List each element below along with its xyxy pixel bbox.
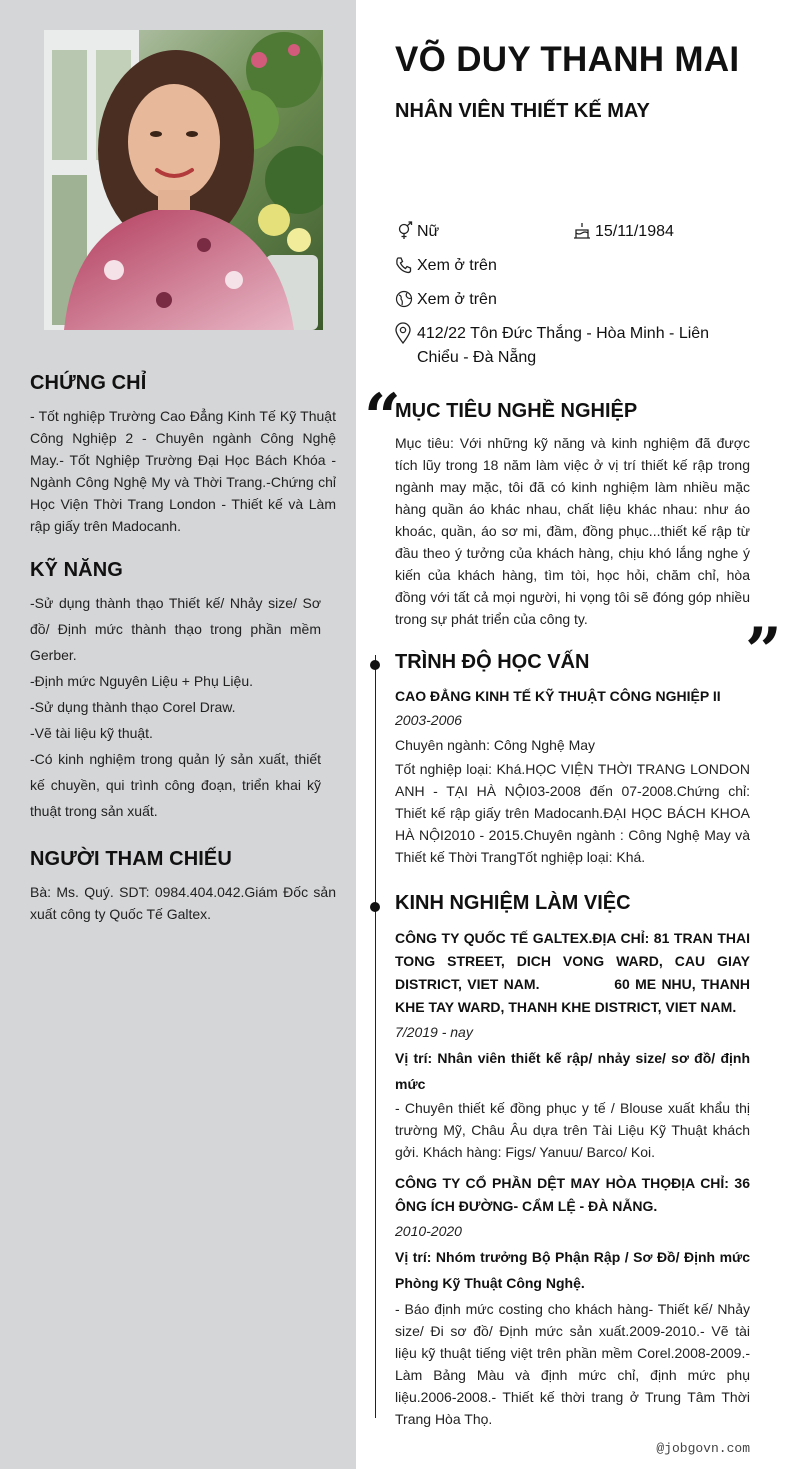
job-period: 2010-2020 (395, 1223, 462, 1239)
birthday-value: 15/11/1984 (595, 223, 674, 240)
skill-item: -Định mức Nguyên Liệu + Phụ Liệu. (30, 673, 253, 689)
job-description: - Báo định mức costing cho khách hàng- Thiết kế/ Nhảy size/ Đi sơ đồ/ Định mức sản xuất.2009-2010.- Vẽ tài liệu kỹ thuật tiếng việt trên phần mềm Corel.2008-2009.- Làm Bảng Màu và định mức chỉ, định mức phụ liệu.2006-2008.- Thiết kế thời trang ở Trung Tâm Thời Trang Hòa Thọ. (395, 1301, 750, 1427)
certificates-text: - Tốt nghiệp Trường Cao Đẳng Kinh Tế Kỹ Thuật Công Nghiệp 2 - Chuyên ngành Công Nghệ May.- Tốt Nghiệp Trường Đại Học Bách Khóa - Ngành Công Nghệ My và Thời Trang.-Chứng chỉ Học Viện Thời Trang London - Thiết kế và Làm rập giấy trên Madocanh. (30, 408, 336, 534)
quote-close-icon: ” (745, 614, 782, 689)
globe-icon (395, 288, 417, 310)
school-name: CAO ĐẲNG KINH TẾ KỸ THUẬT CÔNG NGHIỆP II (395, 688, 721, 704)
certificates-title: CHỨNG CHỈ (30, 372, 147, 394)
skills-title: KỸ NĂNG (30, 559, 123, 581)
location-pin-icon (395, 322, 417, 344)
gender-icon (395, 220, 417, 242)
job-company: CÔNG TY CỔ PHẦN DỆT MAY HÒA THỌĐỊA CHỈ: 36 ÔNG ÍCH ĐƯỜNG- CẨM LỆ - ĐÀ NẴNG. (395, 1175, 750, 1214)
profile-photo (44, 30, 323, 330)
references-title: NGƯỜI THAM CHIẾU (30, 848, 232, 870)
job-position: Vị trí: Nhân viên thiết kế rập/ nhảy size/ sơ đồ/ định mức (395, 1050, 750, 1092)
birthday-cake-icon (573, 220, 595, 242)
website-value[interactable]: Xem ở trên (417, 291, 497, 308)
experience-title: KINH NGHIỆM LÀM VIỆC (395, 892, 631, 914)
objective-title: MỤC TIÊU NGHỀ NGHIỆP (395, 400, 638, 422)
quote-open-icon: “ (364, 380, 401, 455)
job-title: NHÂN VIÊN THIẾT KẾ MAY (395, 100, 650, 122)
gender-row (395, 220, 439, 244)
education-section (395, 651, 750, 868)
skill-item: -Vẽ tài liệu kỹ thuật. (30, 725, 153, 741)
timeline-dot (370, 660, 380, 670)
phone-icon (395, 254, 417, 276)
job-entry (395, 1172, 750, 1430)
website-row (395, 288, 497, 312)
candidate-name: VÕ DUY THANH MAI (395, 40, 740, 79)
skill-item: -Sử dụng thành thạo Thiết kế/ Nhảy size/ Sơ đồ/ Định mức thành thạo trong phần mềm Gerber. (30, 595, 321, 663)
address-value: 412/22 Tôn Đức Thắng - Hòa Minh - Liên Chiểu - Đà Nẵng (417, 325, 710, 366)
education-period: 2003-2006 (395, 712, 462, 728)
job-description: - Chuyên thiết kế đồng phục y tế / Blouse xuất khẩu thị trường Mỹ, Châu Âu dựa trên Tài Liệu Kỹ Thuật khách gởi. Khách hàng: Figs/ Yanuu/ Barco/ Koi. (395, 1100, 750, 1160)
timeline-dot (370, 902, 380, 912)
certificates-section (30, 372, 336, 537)
address-row (395, 322, 755, 370)
skill-item: -Sử dụng thành thạo Corel Draw. (30, 699, 236, 715)
phone-row (395, 254, 497, 278)
birthday-row (573, 220, 674, 244)
gender-value: Nữ (417, 223, 440, 240)
job-position: Vị trí: Nhóm trưởng Bộ Phận Rập / Sơ Đồ/ Định mức Phòng Kỹ Thuật Công Nghệ. (395, 1249, 750, 1291)
experience-section (395, 892, 754, 1430)
education-major: Chuyên ngành: Công Nghệ May (395, 737, 596, 753)
job-period: 7/2019 - nay (395, 1024, 473, 1040)
education-detail: Tốt nghiệp loại: Khá.HỌC VIỆN THỜI TRANG LONDON ANH - TẠI HÀ NỘI03-2008 đến 07-2008.Chứng chỉ: Thiết kế rập giấy trên Madocanh.ĐẠI HỌC BÁCH KHOA HÀ NỘI2010 - 2015.Chuyên ngành : Công Nghệ May và Thiết kế Thời TrangTốt nghiệp loại: Khá. (395, 761, 750, 865)
education-title: TRÌNH ĐỘ HỌC VẤN (395, 651, 590, 673)
references-section (30, 848, 336, 925)
references-text: Bà: Ms. Quý. SDT: 0984.404.042.Giám Đốc sản xuất công ty Quốc Tế Galtex. (30, 884, 336, 922)
objective-text: Mục tiêu: Với những kỹ năng và kinh nghiệm đã được tích lũy trong 18 năm làm việc ở vị trí thiết kế rập trong ngành may mặc, tôi đã có kinh nghiệm làm nhiều mặc hàng quần áo khác nhau, chất liệu khác nhau: như áo khoác, quần, áo sơ mi, đầm, đồng phục...thiết kế rập từ đầu theo ý tưởng của khách hàng, chịu khó lắng nghe ý kiến của khách hàng, tìm tòi, học hỏi, chăm chỉ, hòa đồng với tất cả mọi người, hi vọng tôi sẽ đóng góp nhiều trong sự phát triển của công ty. (395, 435, 750, 627)
footer-brand[interactable]: @jobgovn.com (656, 1441, 750, 1456)
skills-section (30, 559, 321, 824)
job-company: CÔNG TY QUỐC TẾ GALTEX.ĐỊA CHỈ: 81 TRAN THAI TONG STREET, DICH VONG WARD, CAU GIAY DISTRICT, VIET NAM. 60 ME NHU, THANH KHE TAY WARD, THANH KHE DISTRICT, VIET NAM. (395, 930, 754, 1015)
skill-item: -Có kinh nghiệm trong quản lý sản xuất, thiết kế chuyền, qui trình công đoạn, triển khai kỹ thuật trong sản xuất. (30, 751, 321, 819)
phone-value[interactable]: Xem ở trên (417, 257, 497, 274)
objective-section (395, 400, 750, 630)
job-entry (395, 927, 754, 1163)
timeline-line (375, 655, 376, 1418)
